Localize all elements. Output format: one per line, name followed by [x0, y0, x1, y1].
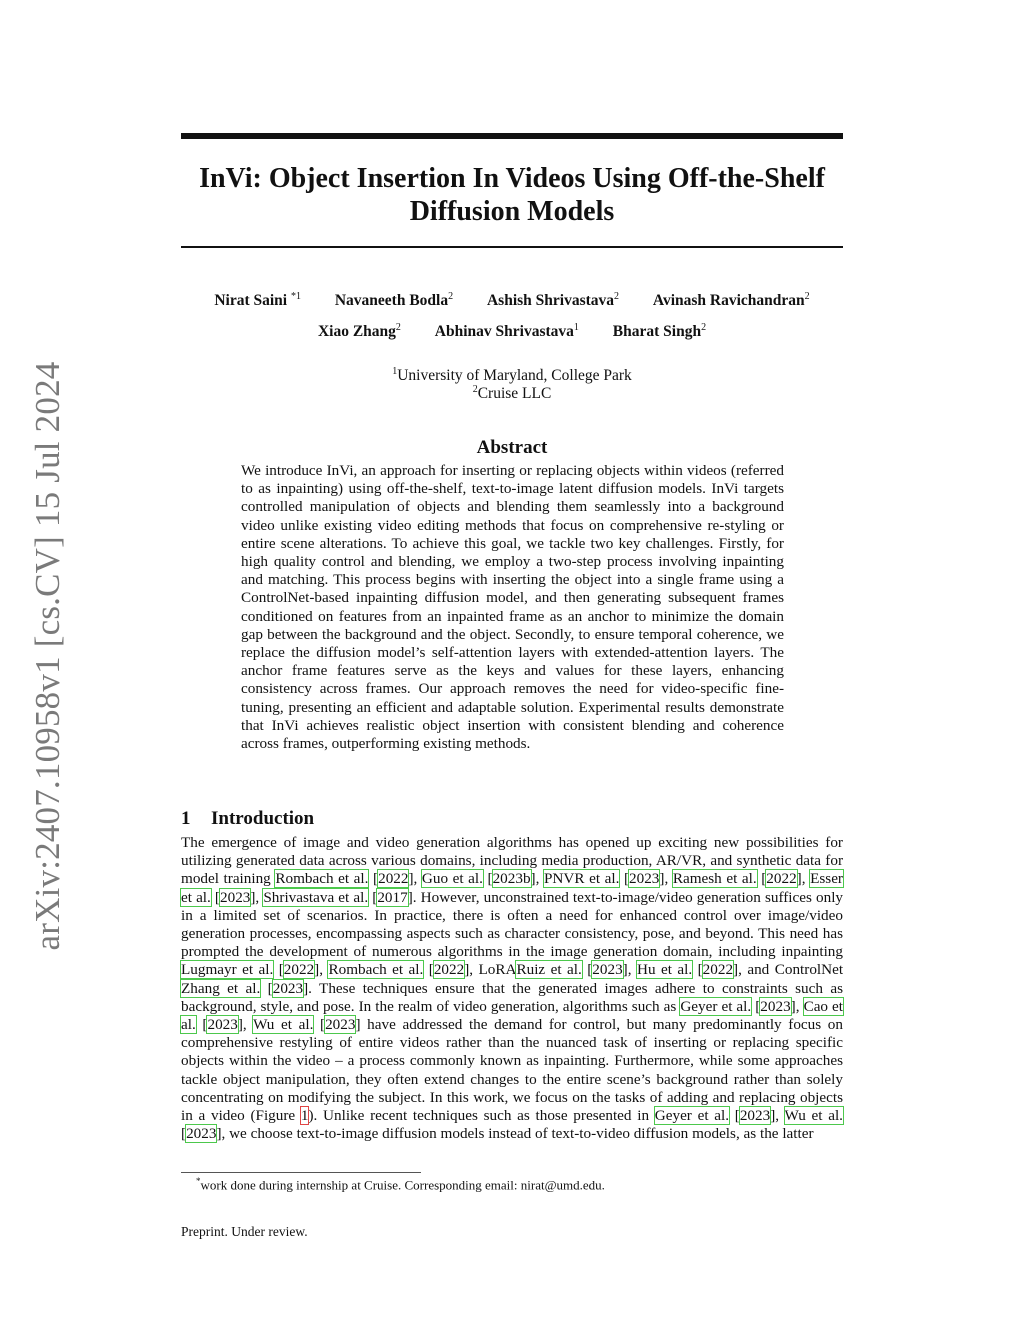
citation-link[interactable]: 2023	[220, 888, 251, 906]
citation-link[interactable]: Rombach et al.	[328, 961, 424, 979]
intro-text: [	[692, 961, 703, 979]
intro-text: ],	[250, 888, 264, 906]
citation-link[interactable]: Rombach et al.	[275, 870, 369, 888]
author	[214, 291, 301, 310]
intro-text: ], LoRA	[464, 961, 517, 979]
intro-text: ],	[796, 870, 811, 888]
citation-link[interactable]: Geyer et al.	[680, 997, 752, 1015]
affiliation-2	[181, 384, 843, 403]
intro-text: [	[756, 870, 767, 888]
author-affil-mark: 2	[448, 291, 454, 302]
section-number: 1	[181, 808, 191, 829]
affil-name: University of Maryland, College Park	[397, 367, 632, 385]
footnote-rule	[181, 1172, 421, 1173]
abstract-body: We introduce InVi, an approach for inserting or replacing objects within videos (referred to as inpainting) using off-the-shelf, text-to-image latent diffusion models. InVi targets controlled manipulation of objects and blending them seamlessly into a background video unlike existing video editing methods that focus on comprehensive re-styling or entire scene alterations. To achieve this goal, we tackle two key challenges. Firstly, for high quality control and blending, we employ a two-step process involving inpainting and matching. This process begins with inserting the object into a single frame using a ControlNet-based inpainting diffusion model, and then generating subsequent frames conditioned on features from an inpainted frame as an anchor to minimize the domain gap between the background and the object. Secondly, to ensure temporal coherence, we replace the diffusion model’s self-attention layers with extended-attention layers. The anchor frame features serve as the keys and values for these layers, enhancing consistency across frames. Our approach removes the need for video-specific fine-tuning, presenting an efficient and adaptable solution. Experimental results demonstrate that InVi achieves realistic object insertion with consistent blending and coherence across frames, outperforming existing methods.	[241, 462, 784, 753]
title-rule-top	[181, 133, 843, 139]
intro-text: [	[368, 870, 379, 888]
citation-link[interactable]: 2023	[760, 997, 791, 1015]
citation-link[interactable]: 2017	[377, 888, 408, 906]
author-affil-mark: 2	[614, 291, 620, 302]
intro-text: [	[313, 1016, 326, 1034]
author-name: Nirat Saini	[214, 292, 288, 310]
title-rule-bottom	[181, 246, 843, 248]
intro-text: [	[273, 961, 284, 979]
intro-text: ], and ControlNet	[733, 961, 844, 979]
citation-link[interactable]: 2023	[325, 1016, 356, 1034]
intro-text: [	[581, 961, 593, 979]
citation-link[interactable]: Cao et al.	[181, 997, 844, 1034]
citation-link[interactable]: Hu et al.	[636, 961, 693, 979]
intro-text: [	[423, 961, 434, 979]
intro-text: [	[619, 870, 630, 888]
author-affil-mark: *1	[290, 291, 301, 302]
intro-text: ],	[408, 870, 422, 888]
citation-link[interactable]: 2022	[702, 961, 734, 979]
author	[318, 322, 401, 341]
intro-text: [	[260, 979, 273, 997]
citation-link[interactable]: 2022	[283, 961, 315, 979]
intro-text: ],	[530, 870, 544, 888]
intro-text: ],	[770, 1107, 785, 1125]
citation-link[interactable]: PNVR et al.	[543, 870, 620, 888]
affiliation-1	[181, 366, 843, 385]
citation-link[interactable]: 2023	[207, 1016, 238, 1034]
footnote-text: work done during internship at Cruise. Corresponding email: nirat@umd.edu.	[200, 1177, 605, 1193]
affil-mark: 1	[392, 366, 398, 377]
citation-link[interactable]: Wu et al.	[253, 1016, 314, 1034]
intro-text: ],	[622, 961, 637, 979]
citation-link[interactable]: 2022	[433, 961, 465, 979]
citation-link[interactable]: 2023	[739, 1107, 771, 1125]
citation-link[interactable]: Esser et al.	[181, 870, 843, 906]
citation-link[interactable]: 2022	[766, 870, 797, 888]
citation-link[interactable]: Ramesh et al.	[672, 870, 757, 888]
intro-text: The emergence of image and video generation algorithms has opened up exciting new possibilities for utilizing generated data across various domains, including media production, AR/VR, and synthetic data for model training	[181, 834, 843, 888]
citation-link[interactable]: Geyer et al.	[654, 1107, 730, 1125]
intro-text: [	[368, 888, 378, 906]
intro-text: [	[195, 1016, 208, 1034]
intro-text: ]. These techniques ensure that the generated images adhere to constraints such as background, style, and pose. In the realm of video generation, algorithms such as	[181, 979, 843, 1015]
citation-link[interactable]: 2022	[378, 870, 409, 888]
affil-name: Cruise LLC	[477, 385, 552, 403]
citation-link[interactable]: Ruiz et al.	[516, 961, 582, 979]
citation-link[interactable]: Guo et al.	[421, 870, 483, 888]
intro-text: ]. However, unconstrained text-to-image/video generation suffices only in a limited set of scenarios. In practice, there is often a need for enhanced control over image/video generation processes, encompassing aspects such as character consistency, pose, and beyond. This need has prompted the development of numerous algorithms in the image generation domain, including inpainting	[181, 888, 844, 961]
section-heading	[181, 808, 314, 830]
citation-link[interactable]: 2023	[272, 979, 304, 997]
author	[613, 322, 706, 341]
citation-link[interactable]: 2023	[592, 961, 623, 979]
intro-text: ], we choose text-to-image diffusion models instead of text-to-video diffusion models, as the latter	[216, 1125, 814, 1143]
citation-link[interactable]: 2023b	[492, 870, 531, 888]
citation-link[interactable]: Shrivastava et al.	[263, 888, 369, 906]
author	[335, 291, 453, 310]
affil-mark: 2	[472, 384, 478, 395]
citation-link[interactable]: Lugmayr et al.	[181, 961, 274, 979]
author-name: Abhinav Shrivastava	[434, 323, 574, 341]
intro-text: [	[210, 888, 220, 906]
intro-text: ],	[314, 961, 329, 979]
author-name: Navaneeth Bodla	[334, 292, 449, 310]
author-affil-mark: 2	[701, 322, 707, 333]
intro-text: [	[181, 1125, 187, 1143]
intro-text: ). Unlike recent techniques such as those presented in	[308, 1107, 655, 1125]
citation-link[interactable]: Wu et al.	[784, 1107, 843, 1125]
author-name: Bharat Singh	[612, 323, 702, 341]
footnote	[196, 1176, 605, 1193]
author	[435, 322, 579, 341]
arxiv-side-stamp: arXiv:2407.10958v1 [cs.CV] 15 Jul 2024	[28, 361, 67, 951]
section-title: Introduction	[211, 808, 315, 829]
intro-text: ],	[790, 997, 804, 1015]
author	[653, 291, 810, 310]
citation-link[interactable]: 2023	[629, 870, 660, 888]
author-affil-mark: 2	[395, 322, 401, 333]
author	[487, 291, 619, 310]
author-affil-mark: 1	[573, 322, 579, 333]
introduction-body	[181, 834, 843, 1143]
citation-link[interactable]: Zhang et al.	[181, 979, 261, 997]
authors-row-2	[181, 322, 843, 341]
intro-text: [	[482, 870, 493, 888]
intro-text: [	[751, 997, 761, 1015]
footnote-mark: *	[196, 1176, 201, 1186]
abstract-heading: Abstract	[476, 437, 548, 458]
footer-preprint-note: Preprint. Under review.	[181, 1224, 308, 1239]
citation-link[interactable]: 2023	[186, 1125, 217, 1143]
authors-row-1	[181, 291, 843, 310]
author-name: Ashish Shrivastava	[486, 292, 615, 310]
intro-text: [	[729, 1107, 740, 1125]
intro-text: ],	[659, 870, 673, 888]
author-name: Xiao Zhang	[317, 323, 396, 341]
intro-text: ],	[237, 1016, 254, 1034]
figure-ref-link[interactable]: 1	[300, 1107, 309, 1125]
author-affil-mark: 2	[804, 291, 810, 302]
title-line-2: Diffusion Models	[409, 196, 615, 227]
intro-text: ] have addressed the demand for control, but many predominantly focus on comprehensive restyling of entire videos rather than the nuanced task of inserting or replacing specific objects within the video – a process commonly known as inpainting. Furthermore, while some approaches tackle object manipulation, they often extend changes to the entire scene’s background rather than solely concentrating on modifying the subject. In this work, we focus on the tasks of adding and replacing objects in a video (Figure	[181, 1016, 843, 1125]
paper-title	[181, 162, 843, 228]
title-line-1: InVi: Object Insertion In Videos Using Off-the-Shelf	[199, 163, 825, 194]
author-name: Avinash Ravichandran	[652, 292, 805, 310]
